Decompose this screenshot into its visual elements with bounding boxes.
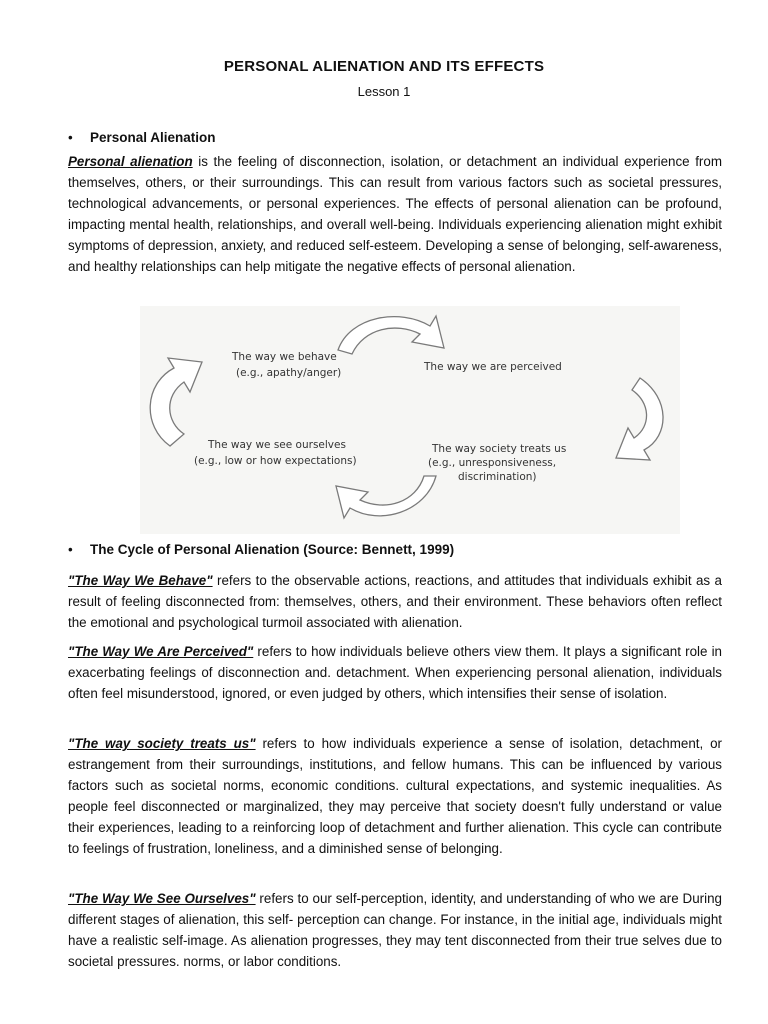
paragraph-text: refers to how individuals believe others view them. It plays a significant role in exacerbating feelings of disconnection and. detachment. When experiencing personal alienation, individuals often feel misunderstood, ignored, or even judged by others, which intensifies their sense of isolation. xyxy=(68,644,722,701)
term-personal-alienation: Personal alienation xyxy=(68,154,193,169)
paragraph-way-we-see-ourselves xyxy=(68,888,722,972)
paragraph-way-we-behave xyxy=(68,570,722,633)
section-heading-personal-alienation xyxy=(68,130,216,145)
paragraph-way-society-treats-us xyxy=(68,733,722,859)
paragraph-text: refers to the observable actions, reactions, and attitudes that individuals exhibit as a result of feeling disconnected from: themselves, others, and their environment. These behaviors often reflect the emotional and psychological turmoil associated with alienation. xyxy=(68,573,722,630)
paragraph-text: refers to our self-perception, identity, and understanding of who we are During different stages of alienation, this self- perception can change. For instance, in the initial age, individuals might have a realistic self-image. As alienation progresses, they may tent disconnected from their true selves due to societal pressures. norms, or labor conditions. xyxy=(68,891,722,969)
section-heading-text: Personal Alienation xyxy=(90,130,216,145)
section-heading-text: The Cycle of Personal Alienation (Source: Bennett, 1999) xyxy=(90,542,455,557)
diagram-label-behave: The way we behave xyxy=(232,351,337,363)
paragraph-personal-alienation xyxy=(68,151,722,277)
diagram-label-society-example-2: discrimination) xyxy=(458,471,537,483)
diagram-label-see-ourselves: The way we see ourselves xyxy=(208,439,346,451)
term-way-we-are-perceived: "The Way We Are Perceived" xyxy=(68,644,254,659)
paragraph-text: refers to how individuals experience a sense of isolation, detachment, or estrangement from their surroundings, institutions, and fellow humans. This can be influenced by various factors such as societal norms, economic conditions. cultural expectations, and systemic inequalities. As people feel disconnected or marginalized, they may perceive that society doesn't fully understand or value their experiences, leading to a reinforcing loop of detachment and further alienation. This cycle can contribute to feelings of frustration, loneliness, and a diminished sense of belonging. xyxy=(68,736,722,856)
diagram-label-see-ourselves-example: (e.g., low or how expectations) xyxy=(194,455,357,467)
diagram-label-behave-example: (e.g., apathy/anger) xyxy=(236,367,342,379)
diagram-label-perceived: The way we are perceived xyxy=(424,361,562,373)
term-way-we-see-ourselves: "The Way We See Ourselves" xyxy=(68,891,256,906)
term-way-we-behave: "The Way We Behave" xyxy=(68,573,213,588)
diagram-label-society: The way society treats us xyxy=(432,443,567,455)
bullet-icon: • xyxy=(68,542,73,557)
alienation-cycle-diagram xyxy=(140,306,680,534)
diagram-label-society-example: (e.g., unresponsiveness, xyxy=(428,457,557,469)
section-heading-cycle xyxy=(68,542,454,557)
page-title: PERSONAL ALIENATION AND ITS EFFECTS xyxy=(223,58,545,75)
lesson-label: Lesson 1 xyxy=(357,84,411,99)
paragraph-text: is the feeling of disconnection, isolation, or detachment an individual experience from themselves, others, or their surroundings. This can result from various factors such as societal pressures, technological advancements, or personal experiences. The effects of personal alienation can be profound, impacting mental health, relationships, and overall well-being. Individuals experiencing alienation might exhibit symptoms of depression, anxiety, and reduced self-esteem. Developing a sense of belonging, self-awareness, and healthy relationships can help mitigate the negative effects of personal alienation. xyxy=(68,154,722,274)
bullet-icon: • xyxy=(68,130,73,145)
term-way-society-treats-us: "The way society treats us" xyxy=(68,736,256,751)
paragraph-way-we-are-perceived xyxy=(68,641,722,704)
